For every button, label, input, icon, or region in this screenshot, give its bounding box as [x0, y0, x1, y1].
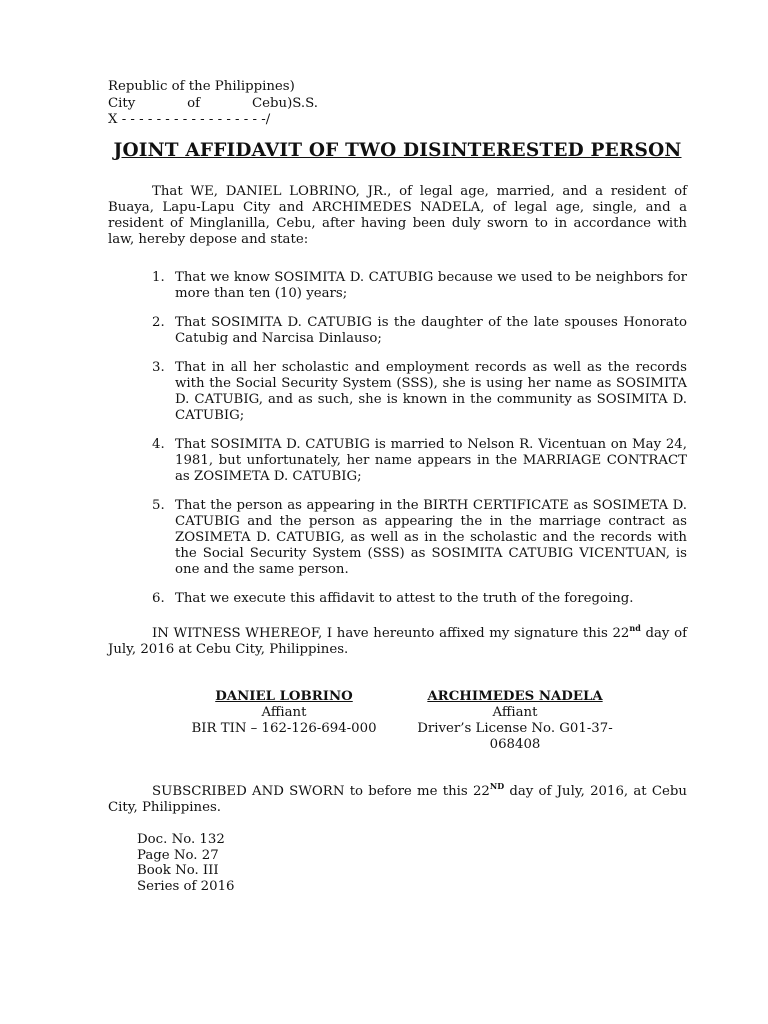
affiant-role: Affiant [261, 705, 307, 720]
affiant-name: ARCHIMEDES NADELA [427, 689, 603, 704]
item-number: 3. [152, 360, 165, 375]
page-number: Page No. 27 [137, 847, 219, 863]
intro-paragraph: That WE, DANIEL LOBRINO, JR., of legal age, married, and a resident of Buaya, Lapu-Lapu City and ARCHIMEDES NADELA, of legal age, single, and a resident of Minglanilla, Cebu, after having been duly sworn to in accordance with law, hereby depose and state: [108, 184, 687, 247]
item-text: That SOSIMITA D. CATUBIG is married to Nelson R. Vicentuan on May 24, 1981, but unfortunately, her name appears in the MARRIAGE CONTRACT as ZOSIMETA D. CATUBIG; [175, 437, 687, 484]
caption-of: of [187, 95, 201, 111]
item-number: 1. [152, 270, 165, 285]
statement-item [152, 498, 687, 578]
sworn-text: SUBSCRIBED AND SWORN to before me this 22 [152, 784, 490, 799]
witness-paragraph [108, 623, 687, 658]
book-number: Book No. III [137, 863, 219, 879]
sworn-paragraph [108, 781, 687, 816]
caption-cebu: Cebu)S.S. [251, 95, 318, 111]
affiant-id: Driver’s License No. G01-37-068408 [417, 721, 613, 752]
witness-text: IN WITNESS WHEREOF, I have hereunto affixed my signature this 22 [152, 626, 630, 641]
item-number: 5. [152, 498, 165, 513]
statement-item [152, 315, 687, 347]
notarial-register [137, 832, 235, 894]
witness-text-end: day of July, 2016 at Cebu City, Philippines. [108, 626, 687, 657]
item-text: That in all her scholastic and employment records as well as the records with the Social Security System (SSS), she is using her name as SOSIMITA D. CATUBIG, and as such, she is known in the community as SOSIMITA D. CATUBIG; [175, 360, 687, 423]
statement-item [152, 437, 687, 485]
item-number: 4. [152, 437, 165, 452]
affiant-id: BIR TIN – 162-126-694-000 [191, 721, 377, 736]
item-text: That the person as appearing in the BIRTH CERTIFICATE as SOSIMETA D. CATUBIG and the person as appearing the in the marriage contract as ZOSIMETA D. CATUBIG, as well as in the scholastic and the records with the Social Security System (SSS) as SOSIMITA CATUBIG VICENTUAN, is one and the same person. [175, 498, 687, 577]
document-title: JOINT AFFIDAVIT OF TWO DISINTERESTED PERSON [113, 140, 682, 161]
statement-item [152, 360, 687, 424]
statement-item [152, 270, 687, 302]
sworn-ordinal: ND [489, 781, 505, 791]
caption-republic: Republic of the Philippines) [108, 79, 295, 94]
item-text: That SOSIMITA D. CATUBIG is the daughter of the late spouses Honorato Catubig and Narcisa Dinlauso; [175, 315, 687, 346]
sworn-text-end: day of July, 2016, at Cebu City, Philippines. [108, 784, 687, 815]
witness-ordinal: nd [629, 623, 641, 633]
venue-caption [108, 79, 318, 129]
doc-number: Doc. No. 132 [137, 832, 225, 847]
affiant-role: Affiant [492, 705, 538, 720]
item-text: That we know SOSIMITA D. CATUBIG because we used to be neighbors for more than ten (10) years; [175, 270, 687, 301]
item-text: That we execute this affidavit to attest to the truth of the foregoing. [175, 591, 634, 606]
statement-item [152, 591, 687, 607]
affiant-block-2 [400, 689, 630, 753]
series-year: Series of 2016 [137, 878, 235, 894]
item-number: 2. [152, 315, 165, 330]
statement-list [152, 270, 687, 620]
caption-city: City [108, 95, 136, 111]
caption-divider: X - - - - - - - - - - - - - - - - -/ [108, 112, 271, 127]
affiant-name: DANIEL LOBRINO [215, 689, 353, 704]
affiant-block-1 [169, 689, 399, 737]
item-number: 6. [152, 591, 165, 606]
